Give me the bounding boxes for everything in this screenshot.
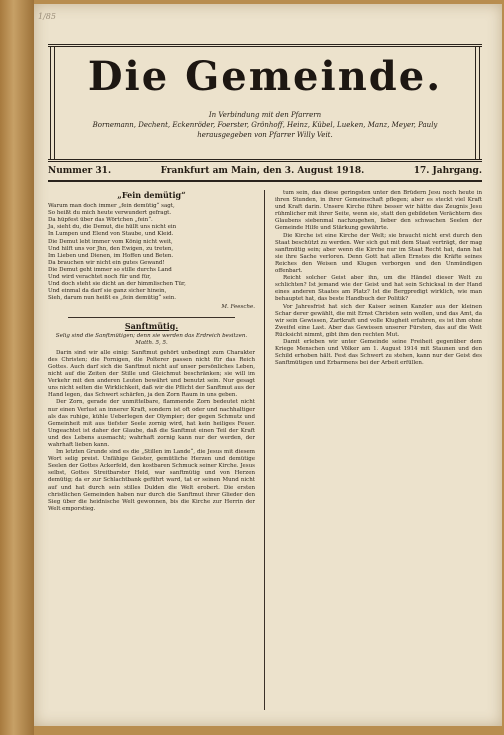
editor-line: herausgegeben von Pfarrer Willy Veit. — [197, 131, 333, 139]
poem-body — [48, 203, 255, 302]
left-column — [48, 190, 255, 513]
issue-info-line — [48, 162, 482, 182]
poem-author: M. Feesche. — [221, 304, 255, 311]
newspaper-title: Die Gemeinde. — [87, 53, 443, 100]
article-paragraph: Vor Jahresfrist hat sich der Kaiser seinen Kanzler aus der kleinen Schar derer gewählt, die mit Ernst Christen sein wollen, und das Amt, da wir sein Gewissen, Zartkraft und volle Klugheit erfahren, es ist ihm ohne Zweifel eine Last. Aber das Gewissen unserer Fürsten, das auf die Welt Rücksicht nimmt, gibt ihm den rechten Mut. — [275, 303, 482, 338]
poem-line: Und wird verachtet noch für und für, — [48, 274, 152, 281]
article-paragraph: Die Kirche ist eine Kirche der Welt; sie braucht nicht erst durch den Staat beschützt zu werden. Wer sich gut mit dem Staat verträgt, der mag sanftmütig sein; aber wenn die Kirche nur im Staat Recht hat, dann hat sie ihre Sache verloren. Denn Gott hat allen Ernstes die Kräfte seines Reiches den Weisen und Klugen verborgen und den Unmündigen offenbart. — [275, 232, 482, 275]
article-paragraph: Damit erleben wir unter Gemeinde seine Freiheit gegenüber dem Kriege Menschen und Völker am 1. August 1914 mit Staunen und den Schild erhoben hält. Fest das Schwert zu stehen, kann nur der Geist des Sanftmütigen und Erbarmens bei der Arbeit erfüllen. — [275, 338, 482, 367]
book-binding — [0, 0, 34, 735]
poem-line: Und hilft uns vor Jhn, den Ewigen, zu treten, — [48, 245, 174, 252]
article-paragraph: Der Zorn, gerade der unmittelbare, flammende Zorn bedeutet nicht nur einen Verlust an innerer Kraft, sondern ist oft oder und nachhaltiger als das ruhige, kühle Ueberlegen der Olympier; der gegen Schmutz und Gemeinheit mit aus tiefster Seele zornig wird, hat kein heiliges Feuer. Ungeachtet ist daher der Glaube, daß die Sanftmut einen Teil der Kraft und des Lebens ausmacht; wahrhaft zornig kann nur der werden, der wahrhaft lieben kann. — [48, 399, 255, 448]
poem-line: Im Lieben und Dienen, im Hoffen und Beten. — [48, 252, 174, 259]
contributors: Bornemann, Dechent, Eckenröder, Foerster, Grönhoff, Heinz, Kübel, Lueken, Manz, Meyer, Pauly — [92, 121, 438, 129]
poem-line: So heißt du mich heute verwundert gefragt. — [48, 210, 172, 217]
text-columns — [48, 190, 482, 710]
poem-line: In Lumpen und Elend von Staube, und Kleid. — [48, 231, 174, 238]
article-title: Sanftmütig. — [124, 320, 179, 331]
poem-line: Da hüpfest über das Wörtchen „fein“. — [48, 217, 153, 224]
article-paragraph: tum sein, das diese geringsten unter den Brüdern Jesu noch heute in ihren Stunden, in ihrer Gemeinschaft pflegen; aber es steckt viel Kraft und Kraft darin. Unsere Kirche führe besser wir hätte das Zeugnis Jesu rühmlicher mit ihrer Seite, wenn sie, statt den gebildeten Verächtern des Glaubens siebenmal nachzugehen, lieber den schwachen Seelen der Gemeinde Hilfe und Stärkung gewährte. — [275, 190, 482, 232]
subtitle: In Verbindung mit den Pfarrern — [208, 111, 322, 119]
place-date: Frankfurt am Main, den 3. August 1918. — [160, 166, 365, 176]
issue-number: Nummer 31. — [48, 166, 112, 176]
poem-line: Und einmal da darf sie ganz sicher hinein, — [48, 288, 167, 295]
newspaper-page — [34, 4, 502, 726]
poem-line: Und doch steht sie dicht an der himmlischen Tür, — [48, 281, 186, 288]
masthead — [48, 44, 482, 162]
poem-line: Warum man doch immer „fein demütig“ sagt, — [48, 203, 175, 210]
column-divider — [264, 190, 265, 710]
poem-line: Sieh, darum nun heißt es „fein demütig“ sein. — [48, 295, 177, 302]
right-column — [275, 190, 482, 367]
article-paragraph: Reicht solcher Geist aber ihn, um die Händel dieser Welt zu schlichten? Ist jemand wie der Geist und hat sein Schicksal in der Hand eines anderen Staates am Platz? Ist die Bergpredigt wirklich, wie man behauptet hat, das beste Handbuch der Politik? — [275, 275, 482, 303]
pencil-mark: 1/85 — [38, 12, 56, 21]
volume-year: 17. Jahrgang. — [413, 166, 482, 176]
poem-title: „Fein demütig“ — [117, 190, 186, 200]
article-paragraph: Im letzten Grunde sind es die „Stillen im Lande“, die Jesus mit diesem Wort selig preist. Unfähige Geister, gemütliche Herzen und demütige Seelen der Gottes Ackerfeld, den kostbaren Schmuck seiner Kirche. Jesus selbst, Gottes Streitbarster Held, war sanftmütig und von Herzen demütig; da er zur Schlachtbank geführt ward, tat er seinen Mund nicht auf und hat durch sein stilles Dulden die Welt erobert. Die ersten christlichen Gemeinden haben nur durch die Sanftmut ihrer Glieder den Sieg über die heidnische Welt gewonnen, bis die Kirche zur Herrin der Welt emporstieg. — [48, 449, 255, 512]
poem-line: Da brauchen wir nicht ein gutes Gewand! — [48, 259, 165, 266]
poem-line: Die Demut lebt immer vom König nicht weit, — [48, 238, 173, 245]
poem-line: Die Demut geht immer so stille durchs Land — [48, 266, 172, 273]
poem-line: Ja, sieht du, die Demut, die hüllt uns nicht ein — [48, 224, 177, 231]
article-motto: Selig sind die Sanftmütigen; denn sie werden das Erdreich besitzen. Matth. 5, 5. — [55, 332, 248, 346]
article-paragraph: Darin sind wir alle einig: Sanftmut gehört unbedingt zum Charakter des Christen; die Fornigen, die Polterer passen nicht für das Reich Gottes. Auch darf sich die Sanftmut nicht auf unser persönliches Leben, nicht auf die Zeiten der Stille und Gleichmut beschränken; sie will im Verkehr mit den anderen Leuten bewährt und benutzt sein. Nur gesagt uns nicht selten die Wirklichkeit, daß wir die Pflicht der Sanftmut aus der Hand legen, das Schwert schärfen, ja den Zorn Raum in uns geben. — [48, 349, 255, 399]
section-divider — [68, 317, 235, 318]
